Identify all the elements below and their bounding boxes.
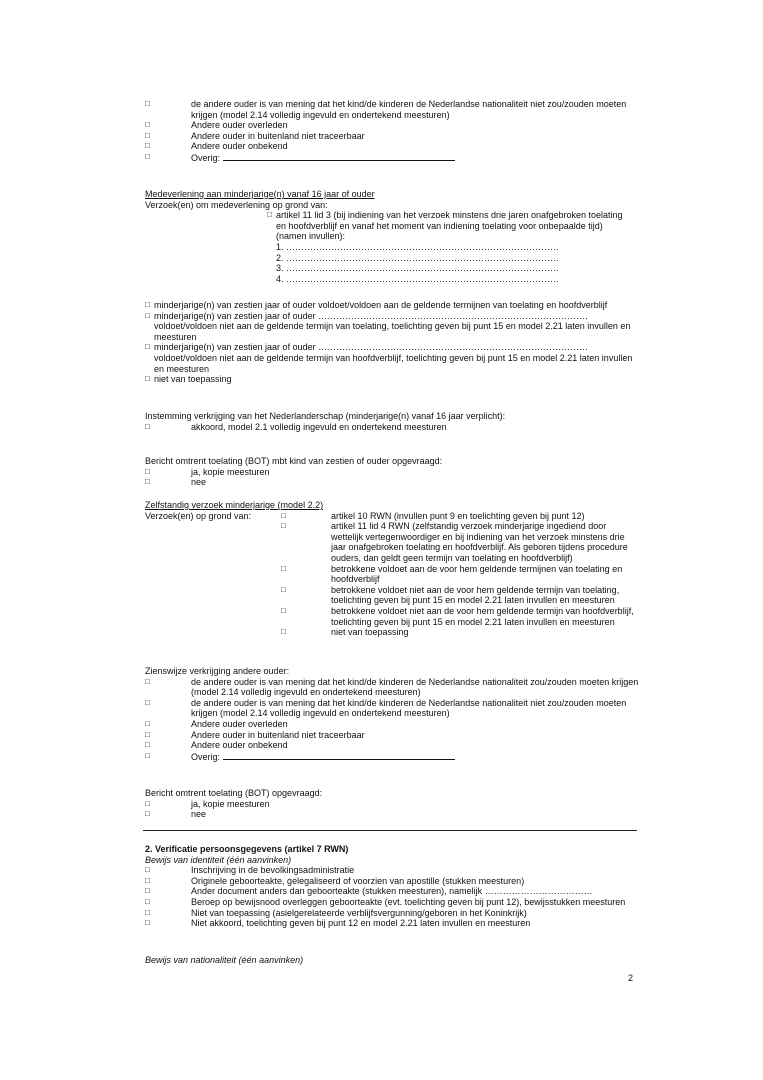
option-row[interactable] [145, 740, 645, 751]
termijnen-section [145, 300, 635, 385]
option-row[interactable] [281, 521, 637, 563]
checkbox-icon[interactable]: □ [145, 875, 150, 885]
checkbox-icon[interactable]: □ [145, 676, 150, 686]
option-row[interactable] [145, 897, 631, 908]
option-row[interactable] [281, 606, 637, 627]
option-row[interactable] [145, 99, 651, 120]
option-row[interactable] [267, 210, 626, 242]
option-label: minderjarige(n) van zestien jaar of ouder ……………………………………………………………………………… voldoet/voldoen niet aan de geldende termijn van toelating, toelichting geven bij punt 15 en model 2.21 laten invullen en meesturen [154, 310, 631, 342]
checkbox-icon[interactable]: □ [145, 466, 150, 476]
option-label: Ander document anders dan geboorteakte (stukken meesturen), namelijk ……………………………… [191, 886, 593, 897]
option-label: Niet akkoord, toelichting geven bij punt 12 en model 2.21 laten invullen en meesturen [191, 918, 531, 929]
option-label: artikel 10 RWN (invullen punt 9 en toelichting geven bij punt 12) [331, 510, 585, 521]
option-label: Andere ouder overleden [191, 718, 288, 729]
checkbox-icon[interactable]: □ [145, 718, 150, 728]
bot-section-2 [145, 788, 645, 820]
option-row[interactable] [281, 511, 637, 522]
overig-input-line[interactable] [223, 152, 455, 161]
section-heading: Bericht omtrent toelating (BOT) opgevraagd: [145, 788, 323, 798]
option-row[interactable] [145, 730, 645, 741]
zelfstandig-section [145, 500, 645, 638]
checkbox-icon[interactable]: □ [145, 374, 150, 384]
option-row[interactable] [145, 477, 645, 488]
option-row-overig[interactable] [145, 751, 645, 763]
checkbox-icon[interactable]: □ [145, 907, 150, 917]
section-heading: Bericht omtrent toelating (BOT) mbt kind van zestien of ouder opgevraagd: [145, 456, 443, 466]
checkbox-icon[interactable]: □ [145, 141, 150, 151]
checkbox-icon[interactable]: □ [145, 421, 150, 431]
grounds-options [281, 511, 637, 638]
checkbox-icon[interactable]: □ [145, 729, 150, 739]
section-heading: Instemming verkrijging van het Nederlanderschap (minderjarige(n) vanaf 16 jaar verplicht): [145, 411, 506, 421]
checkbox-icon[interactable]: □ [281, 605, 286, 615]
option-row[interactable] [145, 300, 635, 311]
option-label: artikel 11 lid 4 RWN (zelfstandig verzoek minderjarige ingediend door wettelijk vertegenwoordiger en bij indiening van het verzoek minstens drie jaar onafgebroken toelating en hoofdverblijf. Als geboren tijdens procedure ouders, dan geldt geen termijn van toelating en hoofdverblijf) [331, 521, 628, 563]
option-label: betrokkene voldoet niet aan de voor hem geldende termijn van toelating, toelichting geven bij punt 15 en model 2.21 laten invullen en meesturen [331, 584, 620, 606]
option-label: ja, kopie meesturen [191, 798, 270, 809]
option-label: minderjarige(n) van zestien jaar of ouder voldoet/voldoen aan de geldende termijnen van toelating en hoofdverblijf [154, 300, 608, 310]
option-label: betrokkene voldoet niet aan de voor hem geldende termijn van hoofdverblijf, toelichting geven bij punt 15 en model 2.21 laten invullen en meesturen [331, 605, 634, 627]
checkbox-icon[interactable]: □ [145, 151, 150, 161]
option-label: Andere ouder in buitenland niet traceerbaar [191, 130, 365, 141]
section-heading: Medeverlening aan minderjarige(n) vanaf 16 jaar of ouder [145, 189, 375, 199]
checkbox-icon[interactable]: □ [145, 865, 150, 875]
checkbox-icon[interactable]: □ [145, 886, 150, 896]
option-label: Niet van toepassing (asielgerelateerde verblijfsvergunning/geboren in het Koninkrijk) [191, 907, 527, 918]
name-line[interactable]: 2. ………………………………………………………………………………. [276, 252, 559, 263]
option-row[interactable] [145, 422, 645, 433]
checkbox-icon[interactable]: □ [281, 563, 286, 573]
name-line[interactable]: 1. ………………………………………………………………………………. [276, 241, 559, 252]
checkbox-icon[interactable]: □ [145, 310, 150, 320]
checkbox-icon[interactable]: □ [145, 697, 150, 707]
option-row[interactable] [145, 131, 645, 142]
option-label: Andere ouder overleden [191, 120, 288, 131]
option-label: betrokkene voldoet aan de voor hem geldende termijnen van toelating en hoofdverblijf [331, 563, 623, 585]
option-label: artikel 11 lid 3 (bij indiening van het verzoek minstens drie jaren onafgebroken toelating en hoofdverblijf en vanaf het moment van indiening toelating voor onbepaalde tijd) (namen invullen): [276, 210, 623, 242]
checkbox-icon[interactable]: □ [145, 300, 150, 309]
checkbox-icon[interactable]: □ [267, 210, 272, 220]
option-row[interactable] [145, 876, 651, 887]
option-label: akkoord, model 2.1 volledig ingevuld en ondertekend meesturen [191, 421, 447, 432]
option-row[interactable] [145, 342, 635, 374]
section-subheading: Verzoek(en) om medeverlening op grond van: [145, 199, 328, 210]
option-row[interactable] [145, 467, 645, 478]
checkbox-icon[interactable]: □ [145, 477, 150, 487]
medeverlening-section [145, 189, 645, 284]
option-label: niet van toepassing [331, 627, 409, 638]
verificatie-section [145, 844, 645, 929]
option-label: Originele geboorteakte, gelegaliseerd of voorzien van apostille (stukken meesturen) [191, 875, 525, 886]
checkbox-icon[interactable]: □ [281, 584, 286, 594]
name-line[interactable]: 3. ………………………………………………………………………………. [276, 263, 559, 274]
checkbox-icon[interactable]: □ [281, 521, 286, 531]
checkbox-icon[interactable]: □ [145, 120, 150, 130]
option-row[interactable] [145, 311, 635, 343]
option-label: niet van toepassing [154, 374, 232, 385]
checkbox-icon[interactable]: □ [281, 627, 286, 637]
checkbox-icon[interactable]: □ [281, 510, 286, 520]
overig-input-line[interactable] [223, 751, 455, 760]
option-label: Andere ouder in buitenland niet traceerbaar [191, 729, 365, 740]
checkbox-icon[interactable]: □ [145, 99, 150, 108]
other-parent-options-top [145, 99, 645, 164]
page-number: 2 [628, 973, 634, 983]
zelfstandig-grid [145, 511, 645, 638]
option-label: minderjarige(n) van zestien jaar of ouder ……………………………………………………………………………… voldoet/voldoen niet aan de geldende termijn van hoofdverblijf, toelichting geven bij punt 15 en model 2.21 laten invullen en meesturen [154, 342, 633, 374]
section-heading: 2. Verificatie persoonsgegevens (artikel 7 RWN) [145, 844, 349, 854]
overig-label: Overig: [191, 751, 221, 762]
section-heading: Zienswijze verkrijging andere ouder: [145, 666, 290, 676]
checkbox-icon[interactable]: □ [145, 809, 150, 819]
option-label: de andere ouder is van mening dat het kind/de kinderen de Nederlandse nationaliteit niet zou/zouden moeten krijgen (model 2.14 volledig ingevuld en ondertekend meesturen) [191, 697, 627, 719]
option-row[interactable] [281, 627, 637, 638]
checkbox-icon[interactable]: □ [145, 130, 150, 140]
checkbox-icon[interactable]: □ [145, 896, 150, 906]
option-row[interactable] [145, 799, 645, 810]
option-row[interactable] [145, 698, 651, 719]
option-row-overig[interactable] [145, 152, 645, 164]
instemming-section [145, 411, 645, 432]
option-label: de andere ouder is van mening dat het kind/de kinderen de Nederlandse nationaliteit niet zou/zouden moeten krijgen (model 2.14 volledig ingevuld en ondertekend meesturen) [191, 99, 627, 120]
bot-section-1 [145, 456, 645, 488]
checkbox-icon[interactable]: □ [145, 342, 150, 352]
option-row[interactable] [281, 585, 637, 606]
option-label: Andere ouder onbekend [191, 141, 288, 152]
subheading-identiteit: Bewijs van identiteit (één aanvinken) [145, 854, 292, 865]
option-row[interactable] [145, 886, 651, 897]
option-row[interactable] [145, 719, 645, 730]
overig-label: Overig: [191, 152, 221, 163]
grounds-label: Verzoek(en) op grond van: [145, 510, 252, 521]
option-label: Inschrijving in de bevolkingsadministratie [191, 865, 355, 876]
name-line[interactable]: 4. ………………………………………………………………………………. [276, 273, 559, 284]
option-label: ja, kopie meesturen [191, 466, 270, 477]
option-row[interactable] [145, 120, 645, 131]
option-row[interactable] [145, 865, 651, 876]
checkbox-icon[interactable]: □ [145, 798, 150, 808]
subheading-nationaliteit: Bewijs van nationaliteit (één aanvinken) [145, 955, 304, 965]
option-row[interactable] [145, 809, 645, 820]
option-label: nee [191, 809, 207, 820]
checkbox-icon[interactable]: □ [145, 750, 150, 760]
option-row[interactable] [145, 918, 651, 929]
option-label: nee [191, 477, 207, 488]
option-row[interactable] [145, 141, 645, 152]
section-divider [143, 830, 637, 831]
option-label: de andere ouder is van mening dat het kind/de kinderen de Nederlandse nationaliteit zou/zouden moeten krijgen (model 2.14 volledig ingevuld en ondertekend meesturen) [191, 676, 639, 698]
option-row[interactable] [145, 374, 635, 385]
option-label: Beroep op bewijsnood overleggen geboorteakte (evt. toelichting geven bij punt 12), bewijsstukken meesturen [191, 896, 626, 907]
option-row[interactable] [145, 677, 651, 698]
option-row[interactable] [281, 564, 637, 585]
option-label: Andere ouder onbekend [191, 740, 288, 751]
section-heading: Zelfstandig verzoek minderjarige (model 2.2) [145, 500, 324, 510]
checkbox-icon[interactable]: □ [145, 740, 150, 750]
zienswijze-section [145, 666, 645, 762]
option-row[interactable] [145, 908, 651, 919]
checkbox-icon[interactable]: □ [145, 918, 150, 928]
